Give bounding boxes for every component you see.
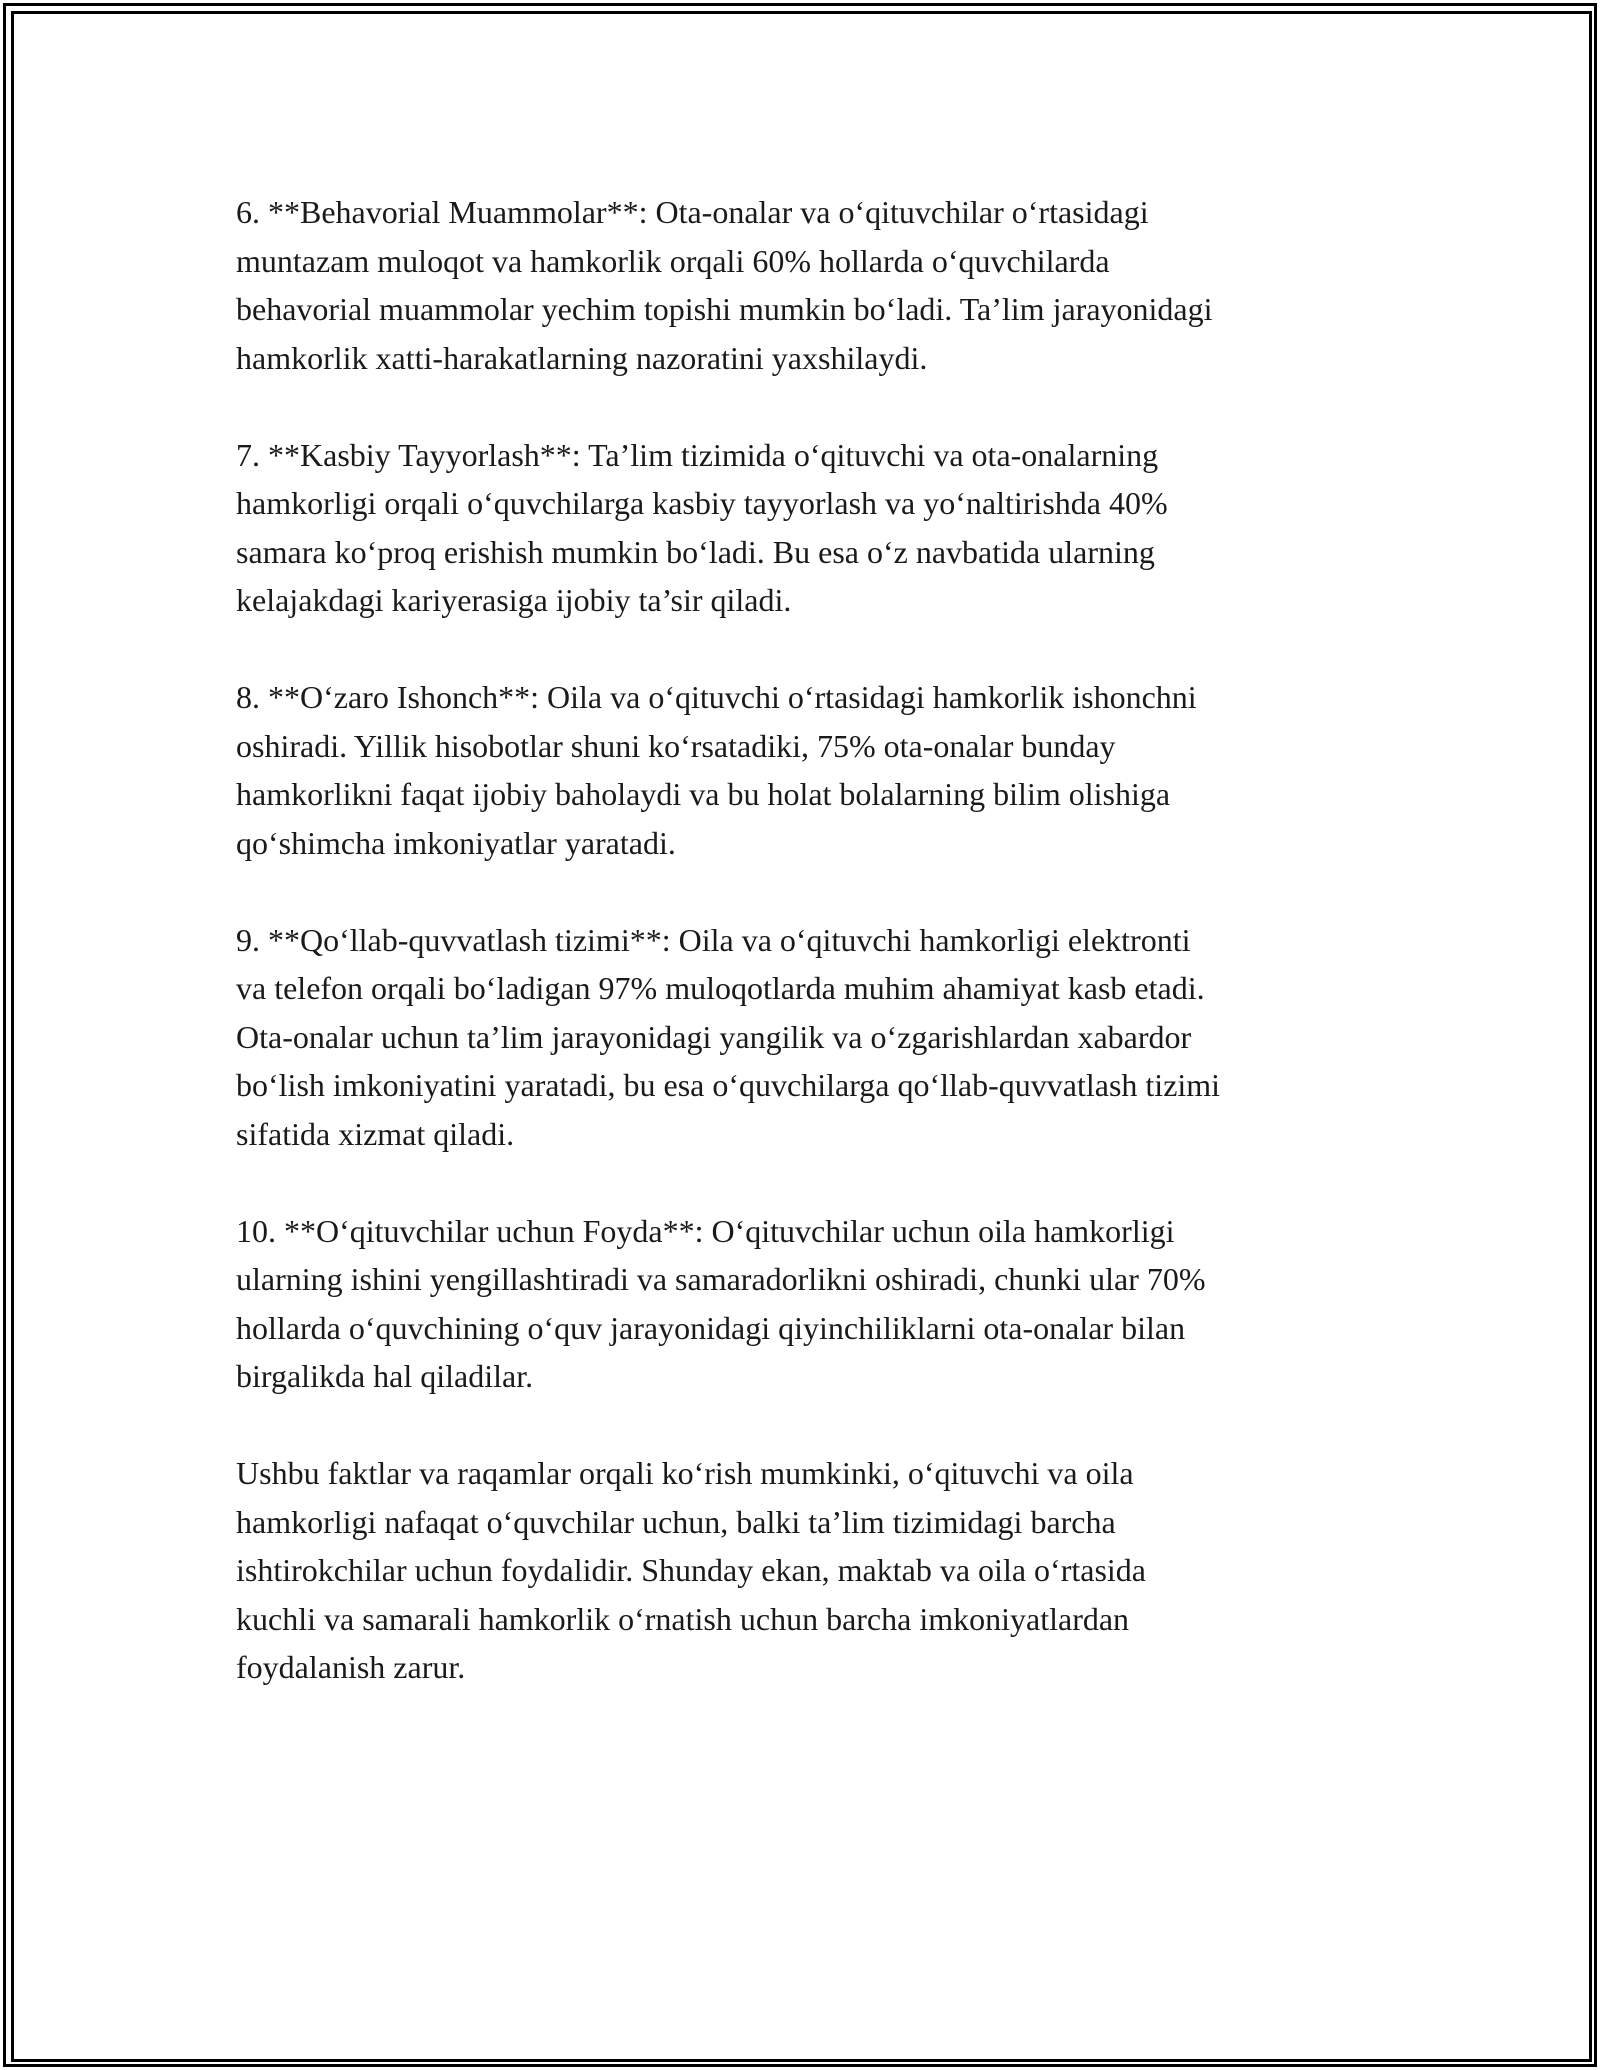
text-line: qo‘shimcha imkoniyatlar yaratadi. bbox=[236, 824, 676, 861]
text-line: behavorial muammolar yechim topishi mumkin bo‘ladi. Ta’lim jarayonidagi bbox=[236, 291, 1213, 327]
paragraph-qollab-quvvatlash bbox=[236, 916, 1386, 1159]
text-line: sifatida xizmat qiladi. bbox=[236, 1115, 515, 1152]
text-line: Ota-onalar uchun ta’lim jarayonidagi yangilik va o‘zgarishlardan xabardor bbox=[236, 1018, 1192, 1055]
text-line: hamkorligi nafaqat o‘quvchilar uchun, balki ta’lim tizimidagi barcha bbox=[236, 1503, 1116, 1540]
text-line: 10. **O‘qituvchilar uchun Foyda**: O‘qituvchilar uchun oila hamkorligi bbox=[236, 1212, 1175, 1249]
text-line: kelajakdagi kariyerasiga ijobiy ta’sir qiladi. bbox=[236, 582, 792, 618]
paragraph-behavorial-muammolar bbox=[236, 188, 1386, 382]
text-line: birgalikda hal qiladilar. bbox=[236, 1358, 534, 1394]
text-line: ularning ishini yengillashtiradi va samaradorlikni oshiradi, chunki ular 70% bbox=[236, 1261, 1206, 1297]
text-line: foydalanish zarur. bbox=[236, 1649, 466, 1685]
text-line: ishtirokchilar uchun foydalidir. Shunday ekan, maktab va oila o‘rtasida bbox=[236, 1552, 1146, 1588]
paragraph-ozaro-ishonch bbox=[236, 673, 1386, 867]
text-line: Ushbu faktlar va raqamlar orqali ko‘rish mumkinki, o‘qituvchi va oila bbox=[236, 1455, 1134, 1491]
text-line: hollarda o‘quvchining o‘quv jarayonidagi qiyinchiliklarni ota-onalar bilan bbox=[236, 1309, 1186, 1346]
text-line: bo‘lish imkoniyatini yaratadi, bu esa o‘quvchilarga qo‘llab-quvvatlash tizimi bbox=[236, 1067, 1221, 1103]
text-line: kuchli va samarali hamkorlik o‘rnatish uchun barcha imkoniyatlardan bbox=[236, 1600, 1130, 1637]
text-line: hamkorlik xatti-harakatlarning nazoratini yaxshilaydi. bbox=[236, 339, 928, 376]
text-line: 6. **Behavorial Muammolar**: Ota-onalar va o‘qituvchilar o‘rtasidagi bbox=[236, 194, 1149, 230]
text-line: va telefon orqali bo‘ladigan 97% muloqotlarda muhim ahamiyat kasb etadi. bbox=[236, 970, 1205, 1006]
text-line: 8. **O‘zaro Ishonch**: Oila va o‘qituvchi o‘rtasidagi hamkorlik ishonchni bbox=[236, 679, 1197, 715]
text-line: hamkorlikni faqat ijobiy baholaydi va bu holat bolalarning bilim olishiga bbox=[236, 776, 1171, 812]
text-line: oshiradi. Yillik hisobotlar shuni ko‘rsatadiki, 75% ota-onalar bunday bbox=[236, 727, 1116, 764]
text-line: samara ko‘proq erishish mumkin bo‘ladi. Bu esa o‘z navbatida ularning bbox=[236, 533, 1155, 570]
paragraph-oqituvchilar-foyda bbox=[236, 1207, 1386, 1401]
document-body bbox=[236, 188, 1386, 1740]
text-line: muntazam muloqot va hamkorlik orqali 60% hollarda o‘quvchilarda bbox=[236, 242, 1110, 279]
paragraph-kasbiy-tayyorlash bbox=[236, 431, 1386, 625]
text-line: 7. **Kasbiy Tayyorlash**: Ta’lim tizimida o‘qituvchi va ota-onalarning bbox=[236, 436, 1159, 473]
text-line: 9. **Qo‘llab-quvvatlash tizimi**: Oila va o‘qituvchi hamkorligi elektronti bbox=[236, 921, 1191, 958]
text-line: hamkorligi orqali o‘quvchilarga kasbiy tayyorlash va yo‘naltirishda 40% bbox=[236, 485, 1168, 521]
paragraph-conclusion bbox=[236, 1449, 1386, 1692]
